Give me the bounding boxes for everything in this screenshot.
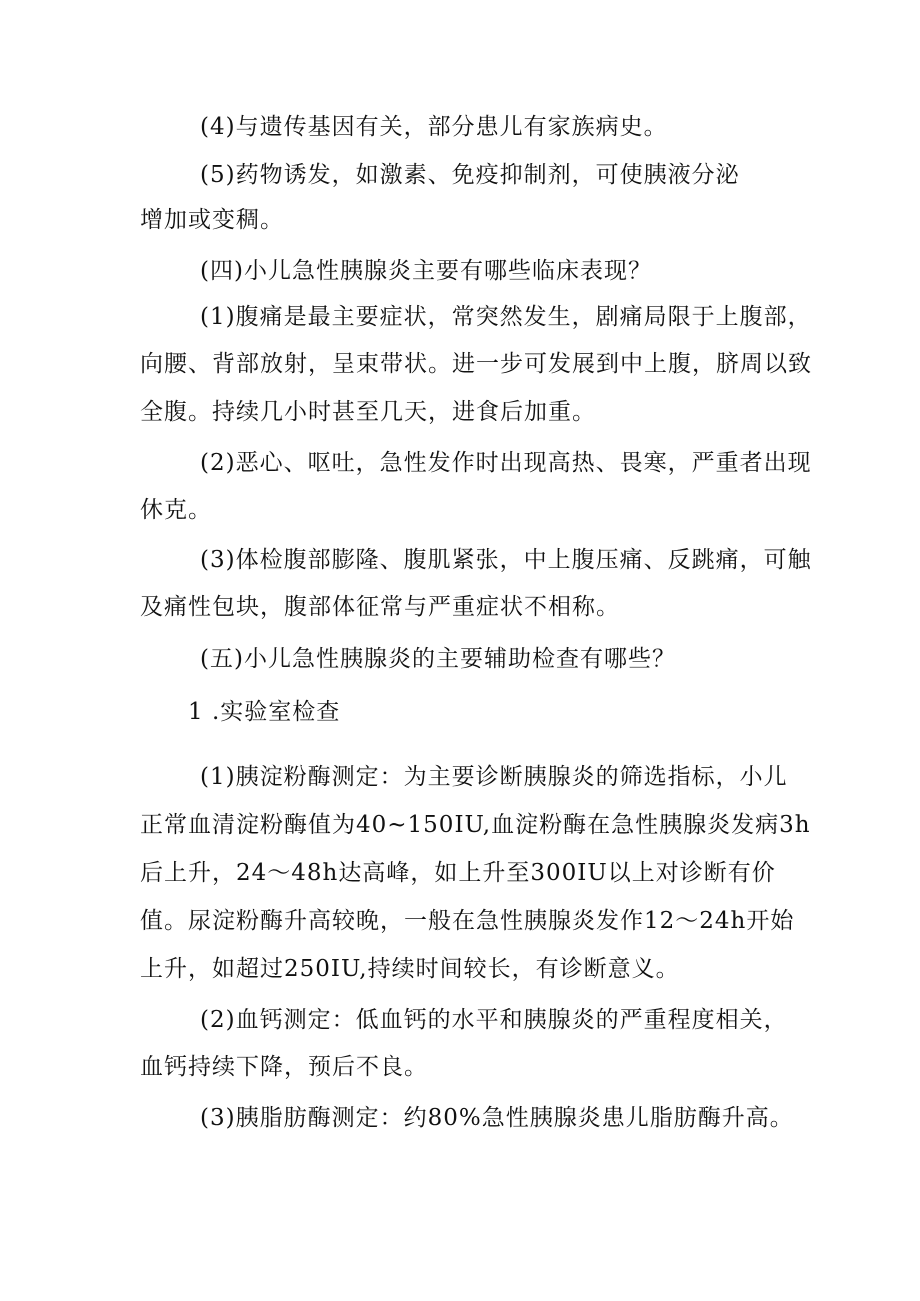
lab-item-2-line-2: 血钙持续下降，预后不良。 [140, 1054, 428, 1080]
lab-item-1-line-4: 值。尿淀粉酶升高较晚，一般在急性胰腺炎发作12～24h开始 [140, 908, 795, 934]
symptom-item-1-line-3: 全腹。持续几小时甚至几天，进食后加重。 [140, 399, 596, 425]
subsection-heading-lab: 1 .实验室检查 [188, 699, 341, 725]
lab-item-1-line-5: 上升，如超过250IU,持续时间较长，有诊断意义。 [140, 956, 680, 982]
lab-item-2: (2)血钙测定：低血钙的水平和胰腺炎的严重程度相关， [200, 1007, 788, 1033]
lab-item-1-line-2: 正常血清淀粉酶值为40~150IU,血淀粉酶在急性胰腺炎发病3h [140, 812, 811, 838]
list-item-5: (5)药物诱发，如激素、免疫抑制剂，可使胰液分泌 [200, 162, 740, 188]
section-heading-4: (四)小儿急性胰腺炎主要有哪些临床表现？ [200, 258, 652, 284]
lab-item-3: (3)胰脂肪酶测定：约80%急性胰腺炎患儿脂肪酶升高。 [200, 1105, 794, 1131]
list-item-4: (4)与遗传基因有关，部分患儿有家族病史。 [200, 114, 668, 140]
symptom-item-2: (2)恶心、呕吐，急性发作时出现高热、畏寒，严重者出现 [200, 450, 812, 476]
lab-item-1: (1)胰淀粉酶测定：为主要诊断胰腺炎的筛选指标，小儿 [200, 764, 788, 790]
symptom-item-3-line-2: 及痛性包块，腹部体征常与严重症状不相称。 [140, 594, 620, 620]
lab-item-1-line-3: 后上升，24～48h达高峰，如上升至300IU以上对诊断有价 [140, 860, 776, 886]
symptom-item-2-line-2: 休克。 [140, 497, 212, 523]
list-item-5-continued: 增加或变稠。 [140, 207, 284, 233]
symptom-item-3: (3)体检腹部膨隆、腹肌紧张，中上腹压痛、反跳痛，可触 [200, 547, 812, 573]
section-heading-5: (五)小儿急性胰腺炎的主要辅助检查有哪些？ [200, 646, 676, 672]
symptom-item-1-line-2: 向腰、背部放射，呈束带状。进一步可发展到中上腹，脐周以致 [140, 351, 812, 377]
symptom-item-1: (1)腹痛是最主要症状，常突然发生，剧痛局限于上腹部， [200, 304, 812, 330]
